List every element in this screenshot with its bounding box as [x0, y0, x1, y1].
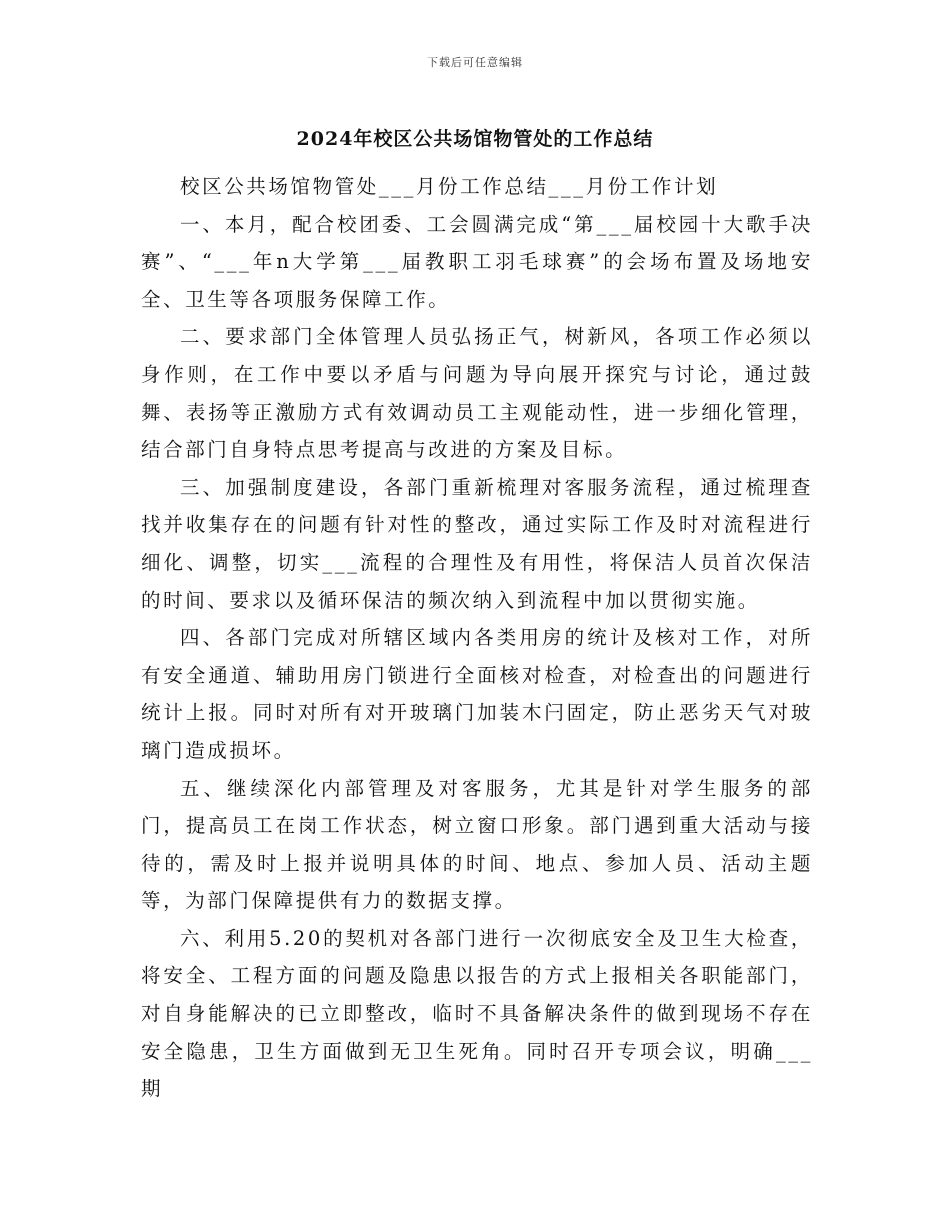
paragraph-2: 二、要求部门全体管理人员弘扬正气，树新风，各项工作必须以身作则，在工作中要以矛盾与问题为导向展开探究与讨论，通过鼓舞、表扬等正激励方式有效调动员工主观能动性，进一步细化管理，结合部门自身特点思考提高与改进的方案及目标。 — [141, 325, 813, 462]
paragraph-1: 一、本月，配合校团委、工会圆满完成“第___届校园十大歌手决赛”、“___年n大学第___届教职工羽毛球赛”的会场布置及场地安全、卫生等各项服务保障工作。 — [141, 212, 813, 311]
paragraph-6: 六、利用5.20的契机对各部门进行一次彻底安全及卫生大检查，将安全、工程方面的问题及隐患以报告的方式上报相关各职能部门，对自身能解决的已立即整改，临时不具备解决条件的做到现场不存在安全隐患，卫生方面做到无卫生死角。同时召开专项会议，明确___期 — [141, 926, 813, 1101]
document-title: 2024年校区公共场馆物管处的工作总结 — [296, 128, 654, 150]
paragraph-3: 三、加强制度建设，各部门重新梳理对客服务流程，通过梳理查找并收集存在的问题有针对性的整改，通过实际工作及时对流程进行细化、调整，切实___流程的合理性及有用性，将保洁人员首次保洁的时间、要求以及循环保洁的频次纳入到流程中加以贯彻实施。 — [141, 475, 813, 612]
paragraph-intro: 校区公共场馆物管处___月份工作总结___月份工作计划 — [180, 175, 719, 198]
paragraph-5: 五、继续深化内部管理及对客服务，尤其是针对学生服务的部门，提高员工在岗工作状态，树立窗口形象。部门遇到重大活动与接待的，需及时上报并说明具体的时间、地点、参加人员、活动主题等，为部门保障提供有力的数据支撑。 — [141, 776, 813, 913]
page-header-note: 下载后可任意编辑 — [427, 56, 523, 69]
paragraph-4: 四、各部门完成对所辖区域内各类用房的统计及核对工作，对所有安全通道、辅助用房门锁进行全面核对检查，对检查出的问题进行统计上报。同时对所有对开玻璃门加装木闩固定，防止恶劣天气对玻璃门造成损坏。 — [141, 626, 813, 762]
document-body — [141, 168, 813, 1108]
